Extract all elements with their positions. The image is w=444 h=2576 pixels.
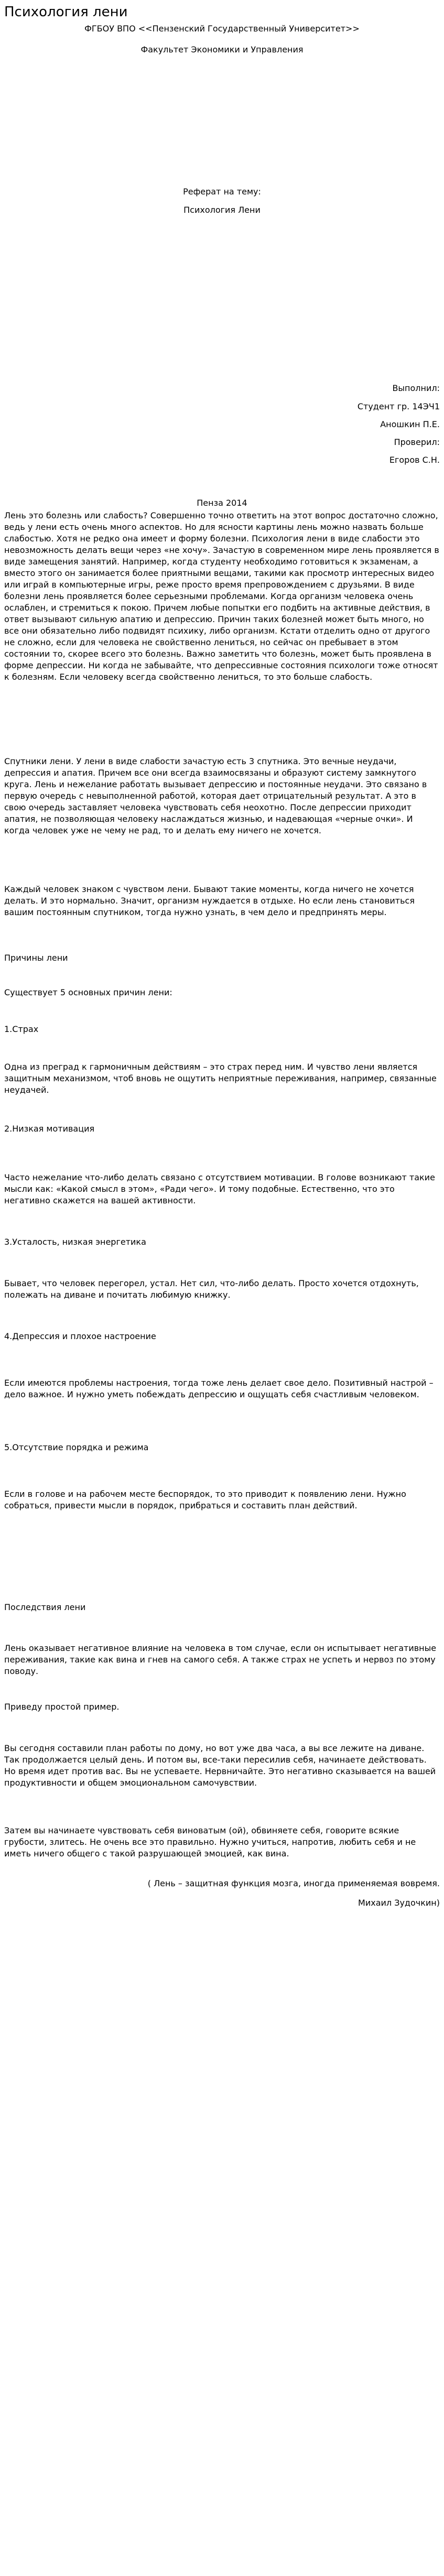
causes-heading: Причины лени xyxy=(4,953,68,963)
cause-title: 4.Депрессия и плохое настроение xyxy=(4,1331,156,1341)
quote-text: ( Лень – защитная функция мозга, иногда применяемая вовремя. xyxy=(147,1878,440,1888)
cause-title: 3.Усталость, низкая энергетика xyxy=(4,1237,146,1247)
consequences-paragraph: Затем вы начинаете чувствовать себя виноватым (ой), обвиняете себя, говорите всякие грубости, злитесь. Не очень все это правильно. Нужно учиться, напротив, любить себя и не иметь ничего общего с такой разрушающей эмоцией, как вина. xyxy=(4,1825,416,1858)
intro-paragraph: Лень это болезнь или слабость? Совершенно точно ответить на этот вопрос достаточно сложно, ведь у лени есть очень много аспектов. Но для ясности картины лень можно назвать больше слабостью. Хотя не редко она имеет и форму болезни. Психология лени в виде слабости это невозможность делать вещи через «не хочу». Зачастую в современном мире лень проявляется в виде замещения занятий. Например, когда студенту необходимо готовиться к экзаменам, а вместо этого он занимается более приятными вещами, такими как просмотр интересных видео или играй в компьютерные игры, реже просто время препровождением с друзьями. В виде болезни лень проявляется более серьезными проблемами. Когда организм человека очень ослаблен, и стремиться к покою. Причем любые попытки его подбить на активные действия, в ответ вызывают сильную апатию и депрессию. Причин таких болезней может быть много, но все они обязательно либо подвидят психику, либо организм. Кстати отделить одно от другого не сложно, если для человека не свойственно лениться, но сейчас он пребывает в этом состоянии то, скорее всего это болезнь. Важно заметить что болезнь, может быть проявлена в форме депрессии. Ни когда не забывайте, что депрессивные состояния психологи тоже относят к болезням. Если человеку всегда свойственно лениться, то это больше слабость. xyxy=(4,510,439,682)
done-label: Выполнил: xyxy=(392,383,440,393)
consequences-paragraph: Лень оказывает негативное влияние на человека в том случае, если он испытывает негативные переживания, такие как вина и гнев на самого себя. А также страх не успеть и нервоз по этому поводу. xyxy=(4,1643,437,1676)
report-label: Реферат на тему: xyxy=(183,187,261,197)
consequences-heading: Последствия лени xyxy=(4,1602,86,1612)
consequences-paragraph: Вы сегодня составили план работы по дому, но вот уже два часа, а вы все лежите на диване. Так продолжается целый день. И потом вы, все-таки пересилив себя, начинаете действовать. Но время идет против вас. Вы не успеваете. Нервничайте. Это негативно сказывается на вашей продуктивности и общем эмоциональном самочувствии. xyxy=(4,1743,436,1788)
cause-title: 1.Страх xyxy=(4,1024,39,1034)
institution-name: ФГБОУ ВПО <<Пензенский Государственный Университет>> xyxy=(84,24,360,34)
checker-name: Егоров С.Н. xyxy=(389,455,440,465)
cause-text: Часто нежелание что-либо делать связано с отсутствием мотивации. В голове возникают такие мысли как: «Какой смысл в этом», «Ради чего». И тому подобные. Естественно, что это негативно скажется на вашей активности. xyxy=(4,1172,435,1205)
cause-title: 2.Низкая мотивация xyxy=(4,1124,95,1134)
intro-paragraph: Каждый человек знаком с чувством лени. Бывают такие моменты, когда ничего не хочется делать. И это нормально. Значит, организм нуждается в отдыхе. Но если лень становиться вашим постоянным спутником, тогда нужно узнать, в чем дело и предпринять меры. xyxy=(4,884,415,917)
document-title: Психология лени xyxy=(4,4,128,20)
cause-text: Если в голове и на рабочем месте беспорядок, то это приводит к появлению лени. Нужно собраться, привести мысли в порядок, прибраться и составить план действий. xyxy=(4,1489,406,1510)
student-name: Аношкин П.Е. xyxy=(380,419,440,429)
checked-label: Проверил: xyxy=(394,437,440,447)
cause-text: Если имеются проблемы настроения, тогда тоже лень делает свое дело. Позитивный настрой – дело важное. И нужно уметь побеждать депрессию и ощущать себя счастливым человеком. xyxy=(4,1378,434,1399)
quote-author: Михаил Зудочкин) xyxy=(358,1898,440,1908)
student-group: Студент гр. 14ЭЧ1 xyxy=(357,401,440,411)
cause-title: 5.Отсутствие порядка и режима xyxy=(4,1442,149,1452)
causes-intro: Существует 5 основных причин лени: xyxy=(4,987,172,997)
city-year: Пенза 2014 xyxy=(197,498,247,508)
faculty-name: Факультет Экономики и Управления xyxy=(140,45,304,55)
report-topic: Психология Лени xyxy=(183,205,261,215)
consequences-paragraph: Приведу простой пример. xyxy=(4,1702,120,1712)
cause-text: Бывает, что человек перегорел, устал. Нет сил, что-либо делать. Просто хочется отдохнуть, полежать на диване и почитать любимую книжку. xyxy=(4,1278,419,1300)
cause-text: Одна из преград к гармоничным действиям – это страх перед ним. И чувство лени является защитным механизмом, чтоб вновь не ощутить неприятные переживания, например, связанные неудачей. xyxy=(4,1062,437,1095)
intro-paragraph: Спутники лени. У лени в виде слабости зачастую есть 3 спутника. Это вечные неудачи, депрессия и апатия. Причем все они всегда взаимосвязаны и образуют систему замкнутого круга. Лень и нежелание работать вызывает депрессию и постоянные неудачи. Это связано в первую очередь с невыполненной работой, которая дает отрицательный результат. А это в свою очередь заставляет человека чувствовать себя неохотно. После депрессии приходит апатия, не позволяющая человеку наслаждаться жизнью, и надевающая «черные очки». И когда человек уже не чему не рад, то и делать ему ничего не хочется. xyxy=(4,756,427,835)
